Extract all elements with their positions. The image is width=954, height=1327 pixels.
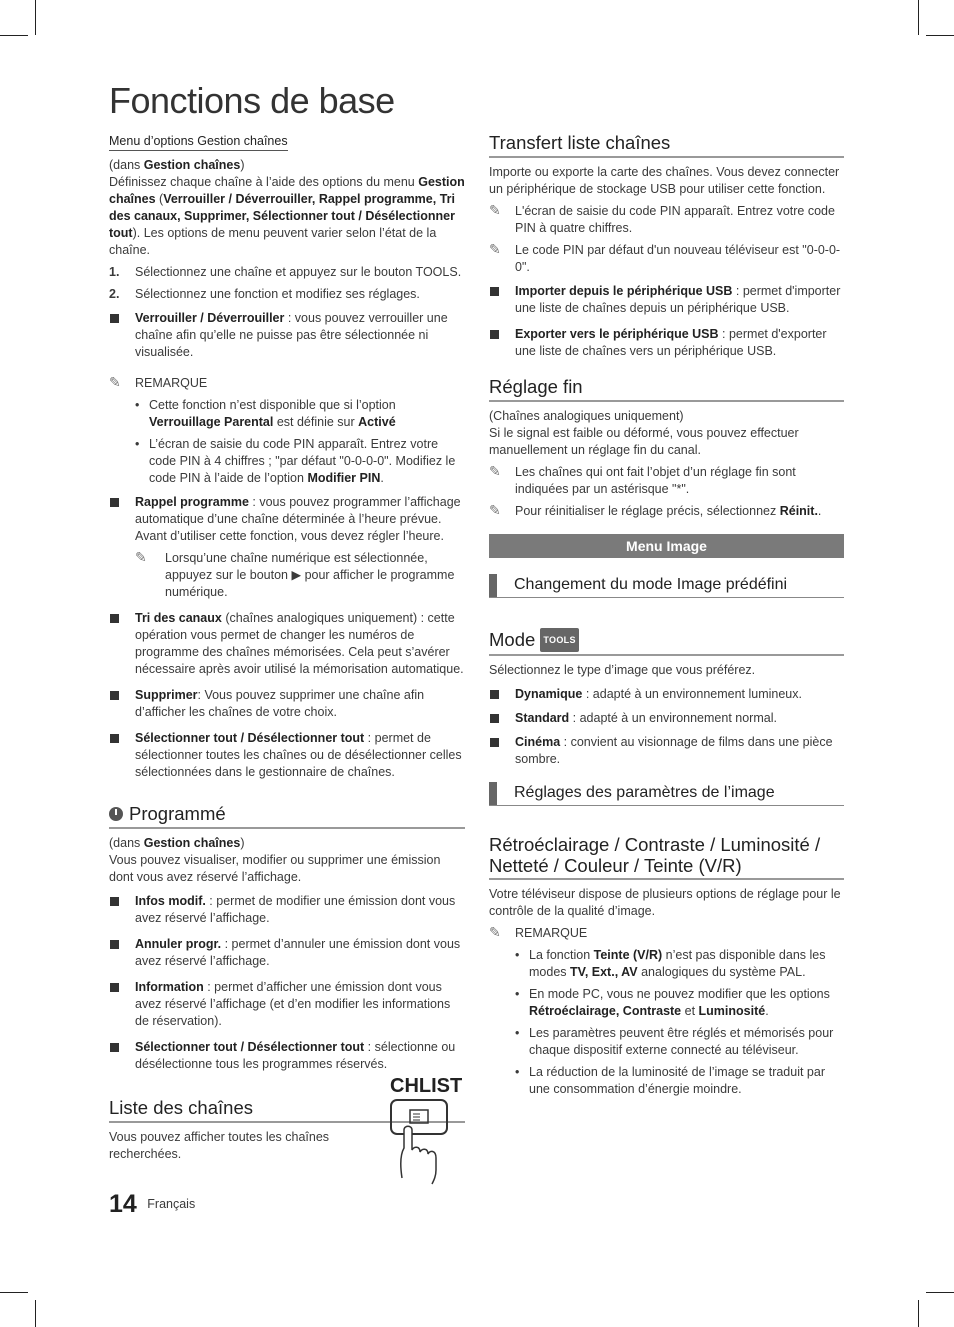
clock-icon	[109, 807, 123, 821]
mode-heading: Mode TOOLS	[489, 628, 844, 656]
item-importer: Importer depuis le périphérique USB : permet d'importer une liste de chaînes depuis un périphérique USB.	[489, 283, 844, 317]
right-column	[489, 132, 844, 1098]
rappel-note: ✎ Lorsqu’une chaîne numérique est sélectionnée, appuyez sur le bouton ▶ pour afficher le programme numérique.	[135, 549, 455, 599]
crop-mark	[0, 1292, 28, 1293]
menu-intro: Définissez chaque chaîne à l’aide des options du menu Gestion chaînes (Verrouiller / Déverrouiller, Rappel programme, Tri des canaux, Supprimer, Sélectionner tout / Désélectionner tout). Les options de menu peuvent varier selon l’état de la chaîne.	[109, 175, 465, 257]
retro-heading: Rétroéclairage / Contraste / Luminosité / Netteté / Couleur / Teinte (V/R)	[489, 834, 844, 880]
page-number: 14	[109, 1190, 137, 1218]
crop-mark	[35, 1300, 36, 1327]
reglages-heading: Réglages des paramètres de l’image	[489, 782, 844, 806]
reglage-note: ✎ Les chaînes qui ont fait l’objet d’un réglage fin sont indiquées par un astérisque "*".	[489, 463, 796, 496]
pencil-icon: ✎	[109, 374, 121, 390]
menu-image-bar: Menu Image	[489, 534, 844, 558]
pencil-icon: ✎	[489, 924, 501, 940]
retro-intro: Votre téléviseur dispose de plusieurs options de réglage pour le contrôle de la qualité d’image.	[489, 887, 841, 918]
step-2: 2. Sélectionnez une fonction et modifiez ses réglages.	[109, 287, 420, 301]
crop-mark	[35, 0, 36, 35]
language-label: Français	[147, 1197, 196, 1211]
remarque-note: ✎ REMARQUE	[109, 374, 208, 390]
tools-badge-icon: TOOLS	[540, 628, 578, 652]
left-column	[109, 132, 465, 1163]
remarque-bullet: • Les paramètres peuvent être réglés et mémorisés pour chaque dispositif externe connecté au téléviseur.	[489, 1025, 844, 1059]
changement-heading: Changement du mode Image prédéfini	[489, 574, 844, 598]
programme-intro: Vous pouvez visualiser, modifier ou supprimer une émission dont vous avez réservé l’affichage.	[109, 853, 441, 884]
remarque-bullet: • L’écran de saisie du code PIN apparaît. Entrez votre code PIN à 4 chiffres ; "par défaut "0-0-0-0". Modifiez le code PIN à l’aide de l’option Modifier PIN.	[109, 436, 465, 487]
pencil-icon: ✎	[489, 463, 501, 479]
pencil-icon: ✎	[489, 202, 501, 218]
item-selectionner-prog: Sélectionner tout / Désélectionner tout : sélectionne ou désélectionne tous les programmes réservés.	[109, 1039, 465, 1073]
liste-text: Vous pouvez afficher toutes les chaînes recherchées.	[109, 1130, 330, 1161]
transfert-note: ✎ L'écran de saisie du code PIN apparaît. Entrez votre code PIN à quatre chiffres.	[489, 202, 835, 235]
pencil-icon: ✎	[489, 502, 501, 518]
crop-mark	[918, 1300, 919, 1327]
item-dynamique: Dynamique : adapté à un environnement lumineux.	[489, 686, 844, 703]
remarque-note: ✎ REMARQUE	[489, 924, 588, 940]
item-cinema: Cinéma : convient au visionnage de films dans une pièce sombre.	[489, 734, 844, 768]
remarque-bullet: • En mode PC, vous ne pouvez modifier que les options Rétroéclairage, Contraste et Luminosité.	[489, 986, 844, 1020]
transfert-note: ✎ Le code PIN par défaut d'un nouveau téléviseur est "0-0-0-0".	[489, 241, 841, 274]
remarque-bullet: • La fonction Teinte (V/R) n’est pas disponible dans les modes TV, Ext., AV analogiques du système PAL.	[489, 947, 844, 981]
dans-gestion: (dans Gestion chaînes)	[109, 158, 245, 172]
page-title: Fonctions de base	[109, 80, 395, 121]
reglage-fin-heading: Réglage fin	[489, 376, 844, 402]
dans-gestion: (dans Gestion chaînes)	[109, 836, 245, 850]
item-tri: Tri des canaux (chaînes analogiques uniquement) : cette opération vous permet de changer les numéros de programme des chaînes mémorisées. Cela peut s’avérer nécessaire après avoir utilisé la mémorisation automatique.	[109, 610, 465, 678]
item-rappel: Rappel programme : vous pouvez programmer l’affichage automatique d’une chaîne déterminée à l’heure prévue. Avant d’utiliser cette fonction, vous devez régler l’heure.	[109, 494, 465, 545]
page-footer	[109, 1190, 195, 1219]
menu-options-heading: Menu d’options Gestion chaînes	[109, 134, 288, 151]
crop-mark	[0, 35, 28, 36]
reglage-intro: Si le signal est faible ou déformé, vous pouvez effectuer manuellement un réglage fin du canal.	[489, 426, 799, 457]
crop-mark	[918, 0, 919, 35]
item-selectionner: Sélectionner tout / Désélectionner tout : permet de sélectionner toutes les chaînes ou de désélectionner celles sélectionnées dans le gestionnaire de chaînes.	[109, 730, 465, 781]
pencil-icon: ✎	[489, 241, 501, 257]
pencil-icon: ✎	[135, 549, 147, 565]
item-standard: Standard : adapté à un environnement normal.	[489, 710, 844, 727]
transfert-intro: Importe ou exporte la carte des chaînes. Vous devez connecter un périphérique de stockage USB pour utiliser cette fonction.	[489, 165, 840, 196]
crop-mark	[926, 35, 954, 36]
item-exporter: Exporter vers le périphérique USB : permet d'exporter une liste de chaînes vers un périphérique USB.	[489, 326, 844, 360]
programme-heading: Programmé	[109, 803, 465, 829]
step-1: 1. Sélectionnez une chaîne et appuyez sur le bouton TOOLS.	[109, 265, 462, 279]
item-infos-modif: Infos modif. : permet de modifier une émission dont vous avez réservé l’affichage.	[109, 893, 465, 927]
item-verrouiller: Verrouiller / Déverrouiller : vous pouvez verrouiller une chaîne afin qu’elle ne puisse pas être sélectionnée ni visualisée.	[109, 310, 465, 361]
liste-heading: Liste des chaînes	[109, 1097, 465, 1123]
item-annuler: Annuler progr. : permet d’annuler une émission dont vous avez réservé l’affichage.	[109, 936, 465, 970]
remarque-bullet: • Cette fonction n’est disponible que si l’option Verrouillage Parental est définie sur Activé	[109, 397, 465, 431]
item-supprimer: Supprimer: Vous pouvez supprimer une chaîne afin d’afficher les chaînes de votre choix.	[109, 687, 465, 721]
chlist-remote-icon	[388, 1070, 463, 1186]
reglage-note: ✎ Pour réinitialiser le réglage précis, sélectionnez Réinit..	[489, 502, 822, 518]
transfert-heading: Transfert liste chaînes	[489, 132, 844, 158]
reglage-sub: (Chaînes analogiques uniquement)	[489, 409, 684, 423]
chlist-label: CHLIST	[390, 1075, 463, 1097]
mode-intro: Sélectionnez le type d’image que vous préférez.	[489, 663, 756, 677]
item-information: Information : permet d’afficher une émission dont vous avez réservé l’affichage (et d’en modifier les informations de réservation).	[109, 979, 465, 1030]
remarque-bullet: • La réduction de la luminosité de l’image se traduit par une consommation d’énergie moindre.	[489, 1064, 844, 1098]
crop-mark	[926, 1292, 954, 1293]
